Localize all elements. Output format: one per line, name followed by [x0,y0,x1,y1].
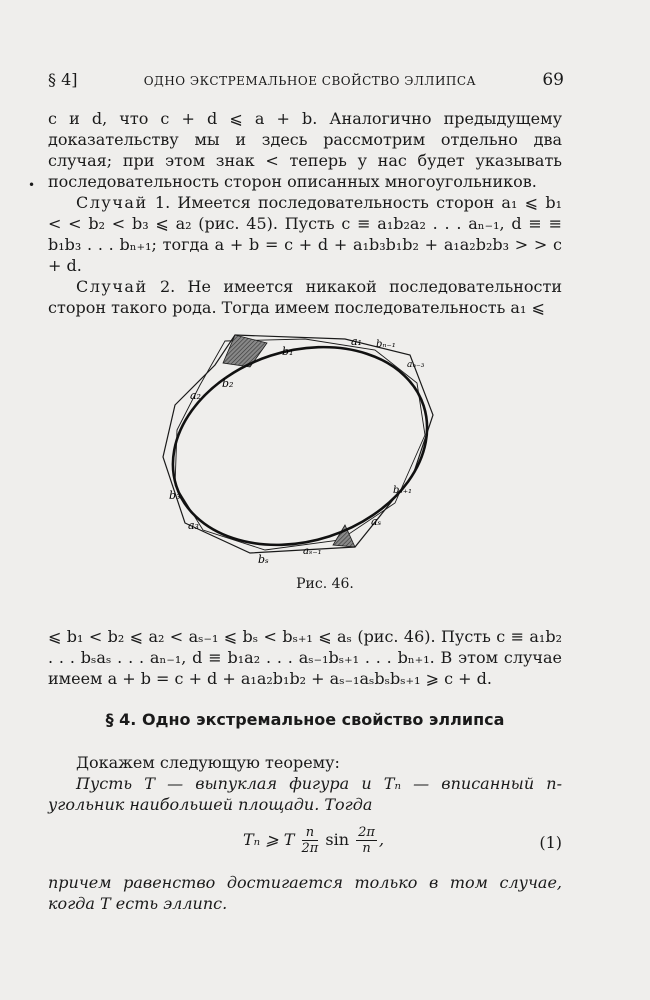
conclusion-text: причем равенство достигается только в том случае, когда T есть эллипс. [48,873,562,913]
label-b1: b₁ [282,345,294,358]
page-number: 69 [542,70,564,90]
formula-lhs: Tₙ ⩾ T [243,830,295,849]
running-title: ОДНО ЭКСТРЕМАЛЬНОЕ СВОЙСТВО ЭЛЛИПСА [143,74,477,88]
label-bs: bₛ [258,553,269,566]
label-a1: a₁ [351,335,362,348]
label-a2: a₂ [190,389,201,402]
sin-operator: sin [325,830,350,849]
figure-46 [155,325,445,575]
label-b2: b₂ [222,377,234,390]
figure-caption: Рис. 46. [296,576,354,592]
section-heading: § 4. Одно экстремальное свойство эллипса [105,710,505,729]
paragraph-3 [48,626,562,689]
para3-text: ⩽ b₁ < b₂ ⩽ a₂ < aₛ₋₁ ⩽ bₛ < bₛ₊₁ ⩽ aₛ (рис. 46). Пусть c ≡ a₁b₂ . . . bₛaₛ . . . aₙ₋₁, d ≡ b₁a₂ . . . aₛ₋₁bₛ₊₁ . . . bₙ₊₁. В этом случае имеем a + b = c + d + a₁a₂b₁b₂ + aₛ₋₁aₛbₛbₛ₊₁ ⩾ c + d. [48,627,562,688]
circumscribed-polygon [163,335,433,553]
frac1-denominator: 2π [301,841,319,856]
label-bs1: bₛ₊₁ [393,485,413,496]
formula-expression [243,825,384,856]
label-bn1: bₙ₋₁ [376,339,396,350]
case2-label: Случай [76,277,148,296]
fraction-n-over-2pi [302,825,319,856]
para1-text: c и d, что c + d ⩽ a + b. Аналогично предыдущему доказательству мы и здесь рассмотрим отдельно два случая; при этом знак < теперь у нас будет указывать последовательность сторон описанных многоугольников. [48,109,562,191]
frac2-numerator: 2π [358,825,375,840]
running-header [48,70,564,90]
formula-1 [48,825,562,865]
paragraph-1 [48,108,562,318]
para4-text: Докажем следующую теорему: [76,753,340,772]
section-ref: § 4] [48,70,78,89]
fraction-2pi-over-n [356,825,377,856]
label-a3: a₃ [188,519,199,532]
label-b3: b₃ [169,489,181,502]
case1-label: Случай [76,193,148,212]
margin-dot: • [28,178,36,192]
case2-text: 2. Не имеется никакой последовательности сторон такого рода. Тогда имеем последовательность a₁ ⩽ [48,277,562,317]
label-as: aₛ [371,515,382,528]
theorem-block [48,752,562,815]
theorem-text: Пусть T — выпуклая фигура и Tₙ — вписанный n-угольник наибольшей площади. Тогда [48,774,562,814]
ellipse [155,325,445,575]
conclusion-block [48,872,562,914]
formula-tail: , [378,830,385,849]
label-as1: aₛ₋₁ [303,546,322,557]
frac2-denominator: n [362,841,371,856]
label-an3: aₙ₋₃ [407,360,425,370]
case1 [48,192,562,276]
inscribed-polygon [175,339,425,550]
frac1-numerator: n [302,825,319,841]
case1-text: 1. Имеется последовательность сторон a₁ ⩽ b₁ < < b₂ < b₃ ⩽ a₂ (рис. 45). Пусть c ≡ a₁b₂a₂ . . . aₙ₋₁, d ≡ ≡ b₁b₃ . . . bₙ₊₁; тогда a + b = c + d + a₁b₃b₁b₂ + a₁a₂b₂b₃ > > c + d. [48,193,562,275]
case2 [48,276,562,318]
equation-number: (1) [539,833,562,852]
